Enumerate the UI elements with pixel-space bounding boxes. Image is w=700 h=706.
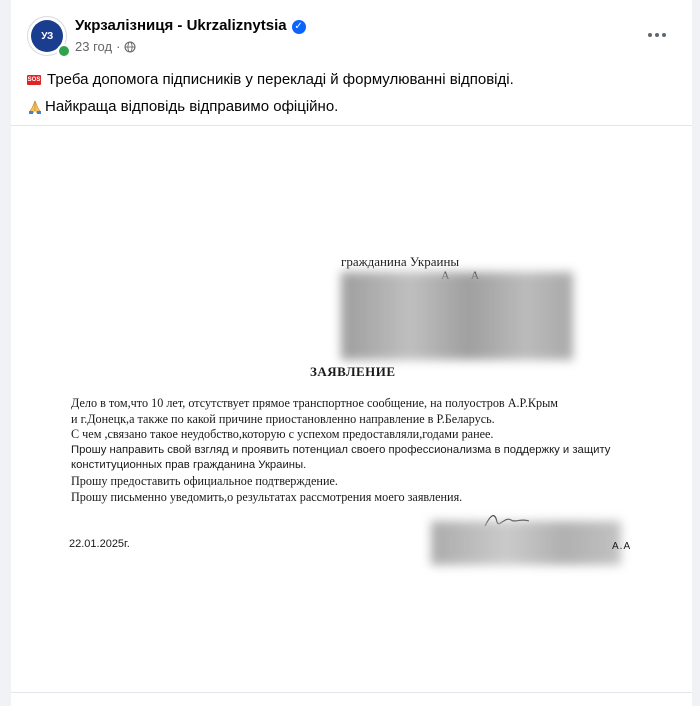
avatar-logo: УЗ [31, 20, 63, 52]
post-text [27, 66, 677, 120]
doc-body-line: конституционных прав гражданина Украины. [71, 459, 307, 472]
post-line-2 [27, 93, 677, 120]
globe-icon [124, 41, 136, 53]
redaction-block-top [341, 272, 573, 360]
doc-body-line: и г.Донецк,а также по какой причине приостановленно направление в Р.Беларусь. [71, 411, 495, 426]
post-line-text: Треба допомога підписників у перекладі й формулюванні відповіді. [47, 70, 514, 88]
doc-recipient: гражданина Украины [341, 254, 460, 269]
post-meta [75, 39, 136, 54]
doc-body-line: Дело в том,что 10 лет, отсутствует прямое транспортное сообщение, на полуостров А.Р.Крым [71, 396, 558, 410]
meta-separator: · [116, 39, 121, 54]
doc-body-line: Прошу направить свой взгляд и проявить потенциал своего профессионализма в поддержку и защиту [71, 443, 611, 456]
post-line-1 [27, 66, 677, 93]
redaction-block-signature [431, 521, 621, 565]
dot-icon [662, 33, 666, 37]
dot-icon [648, 33, 652, 37]
doc-body-line: Прошу предоставить официальное подтверждение. [71, 473, 338, 488]
doc-title: ЗАЯВЛЕНИЕ [310, 364, 396, 379]
post-line-text: Найкраща відповідь відправимо офіційно. [45, 97, 339, 115]
doc-body-line: С чем ,связано такое неудобство,которую с успехом предоставляли,годами ранее. [71, 427, 494, 442]
doc-signature-initials: А.А [612, 541, 632, 552]
folded-hands-icon [27, 99, 43, 115]
post-footer-divider [11, 692, 692, 693]
more-options-button[interactable] [639, 21, 675, 49]
verified-badge-icon: ✓ [292, 20, 306, 34]
dot-icon [655, 33, 659, 37]
post-header [11, 0, 692, 62]
post-card [11, 0, 692, 706]
author-name[interactable] [75, 17, 306, 34]
online-status-dot [57, 44, 71, 58]
sos-icon: SOS [27, 76, 41, 83]
post-photo[interactable] [11, 126, 692, 692]
post-time[interactable]: 23 год [75, 39, 113, 54]
doc-body-line: Прошу письменно уведомить,о результатах рассмотрения моего заявления. [71, 489, 463, 504]
author-name-text[interactable]: Укрзалізниця - Ukrzaliznytsia [75, 17, 287, 34]
doc-date: 22.01.2025г. [69, 538, 130, 550]
doc-body [71, 396, 651, 505]
